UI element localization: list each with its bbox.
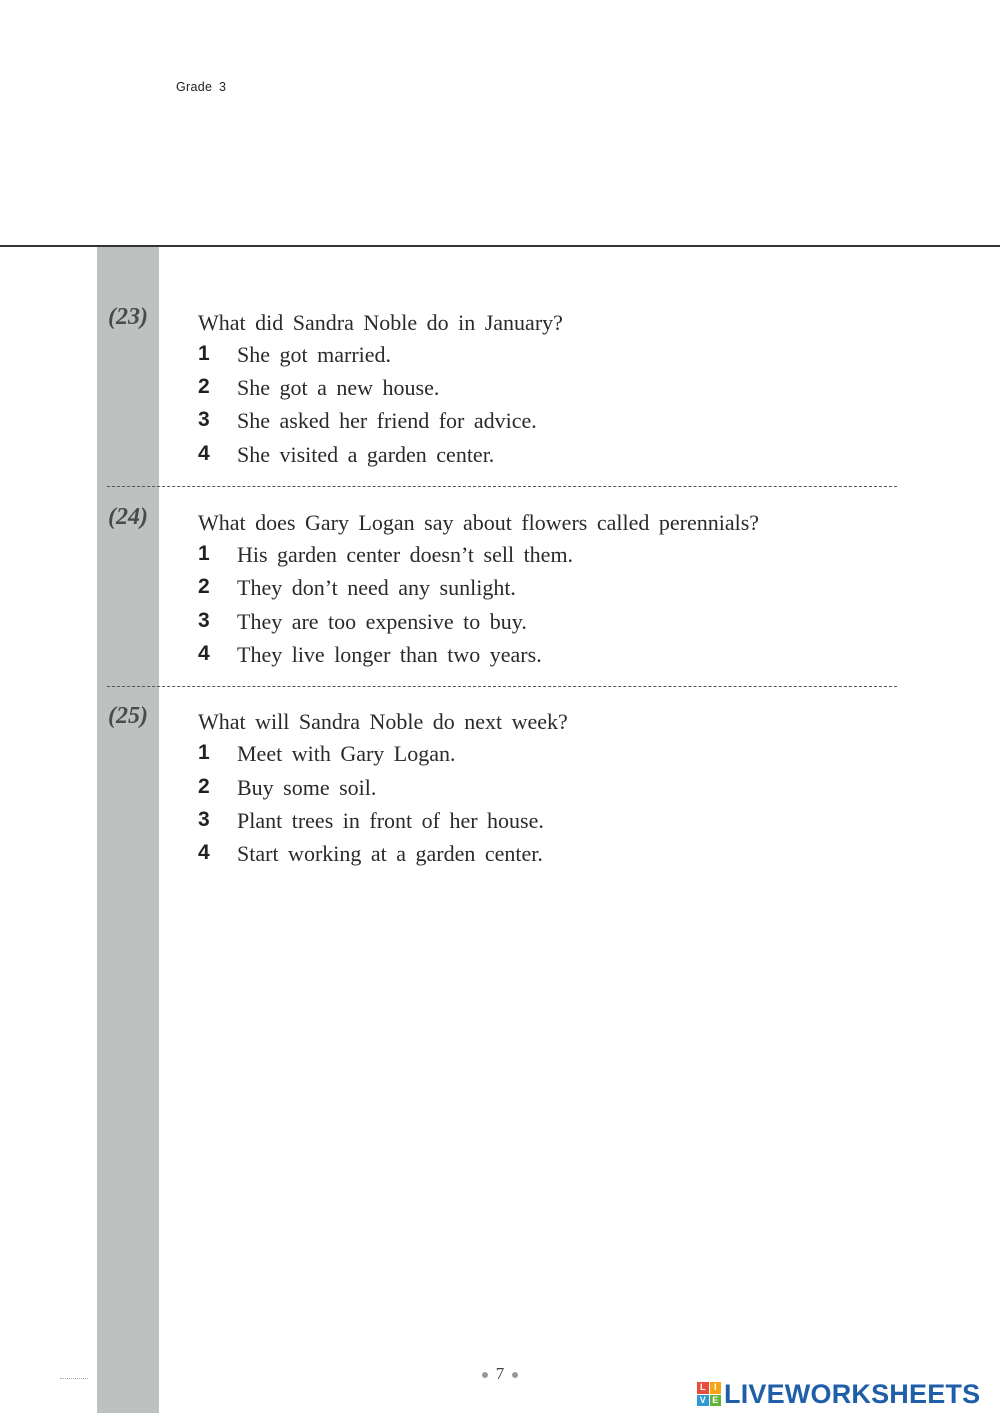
choice-text: Meet with Gary Logan. [237,741,456,766]
page-number [470,1364,530,1384]
side-margin-bar [97,247,159,1413]
question-divider [107,686,897,687]
liveworksheets-brand[interactable] [697,1377,980,1411]
choice-text: She visited a garden center. [237,442,495,467]
question-number: (23) [108,304,148,330]
choice-number: 4 [198,841,210,864]
question-text: What did Sandra Noble do in January? [198,310,563,335]
question-number: (24) [108,504,148,530]
choice-number: 4 [198,642,210,665]
logo-letter: E [710,1395,722,1407]
choice-number: 2 [198,775,210,798]
choice-number: 1 [198,741,210,764]
choice-number: 2 [198,375,210,398]
logo-letter: L [697,1382,709,1394]
question-divider [107,486,897,487]
choice-text: They live longer than two years. [237,642,542,667]
choice-text: Start working at a garden center. [237,841,543,866]
choice-text: They don’t need any sunlight. [237,575,516,600]
choice-number: 3 [198,408,210,431]
brand-name: LIVEWORKSHEETS [724,1378,981,1409]
logo-letter: I [710,1382,722,1394]
choice-number: 3 [198,808,210,831]
choice-number: 4 [198,442,210,465]
liveworksheets-logo-icon [697,1382,721,1406]
question-text: What will Sandra Noble do next week? [198,709,568,734]
bullet-dot-icon [482,1372,488,1378]
bullet-dot-icon [512,1372,518,1378]
choice-number: 1 [198,342,210,365]
choice-text: She got a new house. [237,375,440,400]
question-text: What does Gary Logan say about flowers called perennials? [198,510,760,535]
choice-text: Plant trees in front of her house. [237,808,544,833]
choice-text: His garden center doesn’t sell them. [237,542,574,567]
choice-text: Buy some soil. [237,775,377,800]
logo-letter: V [697,1395,709,1407]
question-number: (25) [108,703,148,729]
corner-mark [60,1378,88,1381]
choice-number: 1 [198,542,210,565]
choice-number: 3 [198,609,210,632]
choice-number: 2 [198,575,210,598]
choice-text: She got married. [237,342,392,367]
page-number-text: 7 [495,1364,505,1383]
grade-label: Grade 3 [176,80,227,94]
choice-text: They are too expensive to buy. [237,609,527,634]
choice-text: She asked her friend for advice. [237,408,537,433]
